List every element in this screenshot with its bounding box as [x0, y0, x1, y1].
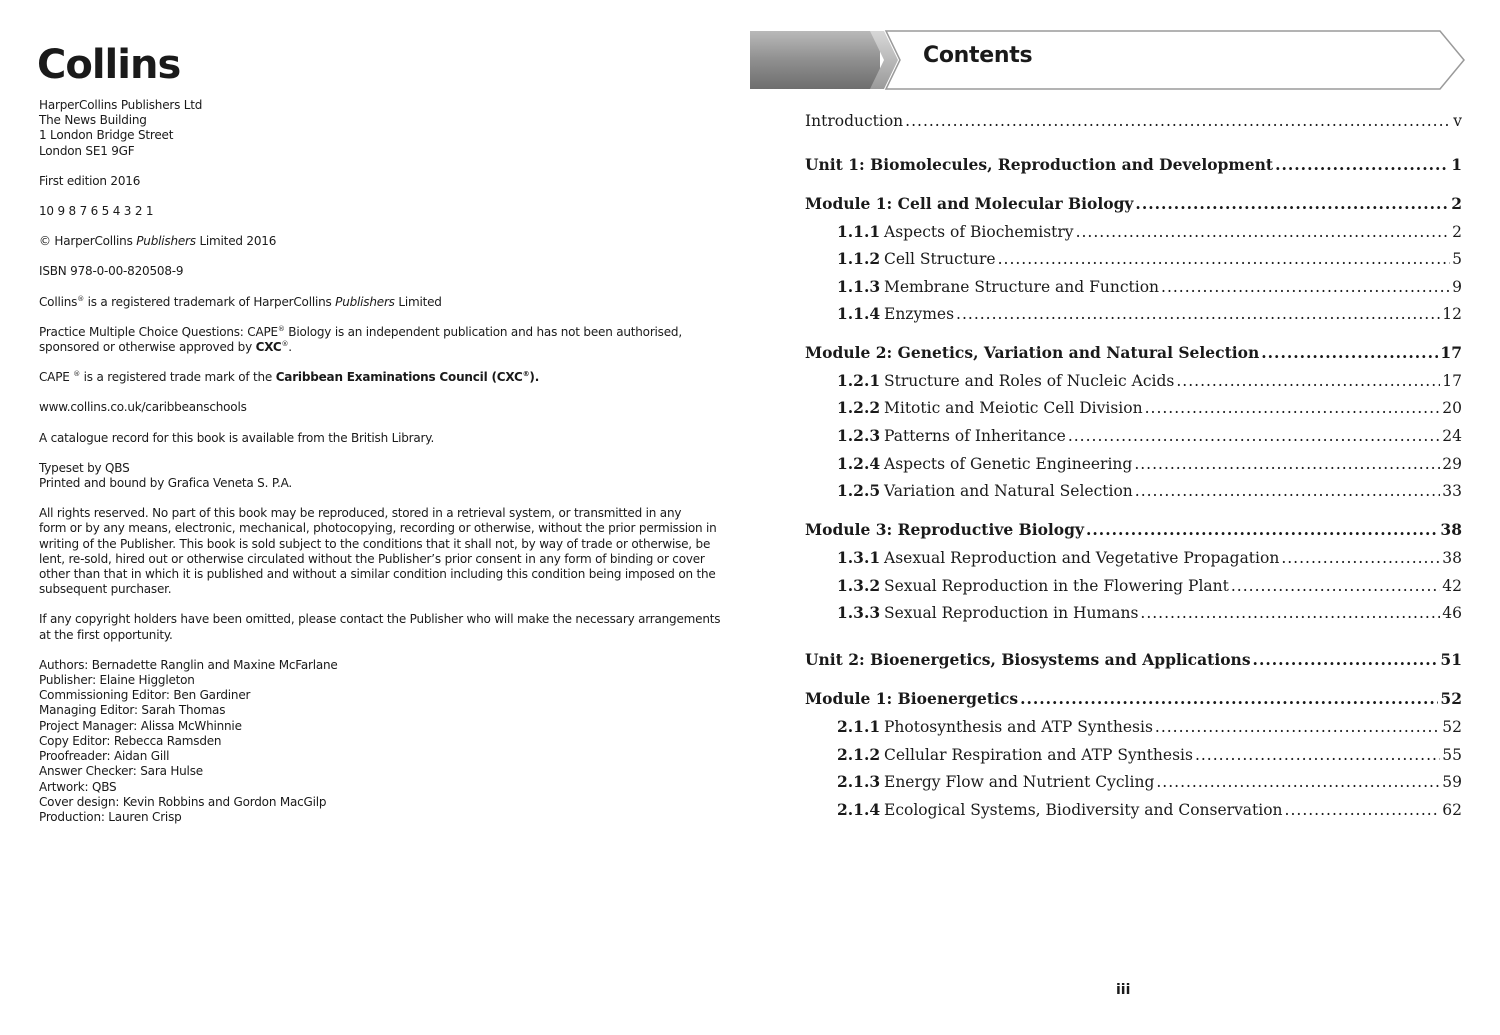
- toc-title: Unit 2: Bioenergetics, Biosystems and Applications: [805, 650, 1251, 669]
- toc-section-number: 1.1.1: [837, 222, 881, 241]
- toc-entry-section[interactable]: [805, 454, 1462, 476]
- credit-line: Proofreader: Aidan Gill: [39, 749, 170, 764]
- toc-section-number: 1.2.3: [837, 426, 881, 445]
- toc-entry-section[interactable]: [805, 481, 1462, 503]
- toc-entry-section[interactable]: [805, 772, 1462, 794]
- copyright-text: © HarperCollins: [39, 234, 137, 249]
- printed-line: Printed and bound by Grafica Veneta S. P.A.: [39, 476, 293, 491]
- toc-section-number: 1.1.4: [837, 304, 881, 323]
- omitted-line: at the first opportunity.: [39, 627, 173, 642]
- toc-entry-section[interactable]: [805, 745, 1462, 767]
- toc-title: Mitotic and Meiotic Cell Division: [884, 399, 1143, 417]
- toc-section-number: 2.1.1: [837, 717, 881, 736]
- toc-page-number: 2: [1451, 194, 1462, 213]
- toc-title: Module 2: Genetics, Variation and Natural Selection: [805, 343, 1260, 362]
- toc-leader-dots: [1145, 399, 1441, 417]
- toc-title: Membrane Structure and Function: [884, 278, 1160, 296]
- rights-line: form or by any means, electronic, mechanical, photocopying, recording or otherwise, without the prior permission in: [39, 521, 717, 536]
- page-number: iii: [1116, 982, 1131, 998]
- toc-leader-dots: [1195, 746, 1440, 764]
- toc-title: Patterns of Inheritance: [884, 427, 1066, 445]
- edition: First edition 2016: [39, 173, 141, 188]
- contents-banner: [750, 30, 1466, 90]
- toc-page-number: 52: [1440, 689, 1462, 708]
- cxc-council: [276, 370, 539, 384]
- toc-page-number: 46: [1442, 604, 1462, 622]
- toc-title: Sexual Reproduction in the Flowering Plant: [884, 577, 1229, 595]
- practice-line-2: [39, 340, 699, 355]
- toc-title: Enzymes: [884, 305, 955, 323]
- print-line: 10 9 8 7 6 5 4 3 2 1: [39, 204, 154, 219]
- toc-leader-dots: [1275, 155, 1449, 174]
- toc-entry-heading[interactable]: [805, 689, 1462, 711]
- address-line: HarperCollins Publishers Ltd: [39, 98, 203, 112]
- toc-title: Introduction: [805, 112, 904, 130]
- toc-page-number: 42: [1442, 577, 1462, 595]
- toc-entry-section[interactable]: [805, 371, 1462, 393]
- rights-notice: [39, 506, 717, 597]
- toc-page-number: 51: [1440, 650, 1462, 669]
- toc-entry[interactable]: [805, 112, 1462, 134]
- trademark-collins: Collins: [39, 294, 78, 309]
- toc-entry-heading[interactable]: [805, 650, 1462, 672]
- toc-section-number: 1.2.4: [837, 454, 881, 473]
- practice-end: .: [288, 340, 292, 355]
- credit-line: Authors: Bernadette Ranglin and Maxine McFarlane: [39, 657, 338, 672]
- toc-page-number: 24: [1442, 427, 1462, 445]
- toc-page-number: 52: [1442, 718, 1462, 736]
- toc-title: Module 3: Reproductive Biology: [805, 520, 1084, 539]
- toc-page-number: 62: [1442, 801, 1462, 819]
- toc-entry-section[interactable]: [805, 603, 1462, 625]
- toc-section-number: 1.2.2: [837, 398, 881, 417]
- toc-page-number: 33: [1442, 482, 1462, 500]
- rights-line: subsequent purchaser.: [39, 582, 172, 597]
- toc-entry-section[interactable]: [805, 426, 1462, 448]
- toc-entry-section[interactable]: [805, 548, 1462, 570]
- toc-title: Aspects of Biochemistry: [884, 223, 1074, 241]
- toc-entry-heading[interactable]: [805, 194, 1462, 216]
- toc-page-number: 17: [1442, 372, 1462, 390]
- toc-section-number: 2.1.2: [837, 745, 881, 764]
- toc-section-number: 1.2.5: [837, 481, 881, 500]
- practice-text: sponsored or otherwise approved by: [39, 340, 256, 355]
- cape-text: CAPE: [39, 370, 74, 385]
- catalogue-notice: A catalogue record for this book is available from the British Library.: [39, 430, 435, 445]
- banner-arrow-graphic: [750, 30, 1466, 90]
- toc-leader-dots: [905, 112, 1451, 130]
- toc-page-number: 17: [1440, 343, 1462, 362]
- address-line: London SE1 9GF: [39, 143, 135, 158]
- toc-page-number: 29: [1442, 455, 1462, 473]
- address-line: The News Building: [39, 113, 147, 128]
- cxc-council-name: Caribbean Examinations Council (CXC: [275, 370, 523, 385]
- toc-section-number: 2.1.3: [837, 772, 881, 791]
- production-notice: [39, 461, 699, 491]
- toc-title: Structure and Roles of Nucleic Acids: [884, 372, 1175, 390]
- cxc-label: CXC: [255, 340, 282, 355]
- collins-logo: Collins: [37, 42, 181, 88]
- credit-line: Publisher: Elaine Higgleton: [39, 673, 195, 688]
- toc-leader-dots: [1134, 455, 1440, 473]
- credit-line: Answer Checker: Sara Hulse: [39, 764, 203, 779]
- toc-page-number: 5: [1452, 250, 1462, 268]
- registered-mark: ®: [277, 324, 285, 333]
- toc-title: Aspects of Genetic Engineering: [884, 455, 1133, 473]
- cxc-council-end: ).: [529, 370, 540, 385]
- toc-section-number: 2.1.4: [837, 800, 881, 819]
- toc-entry-section[interactable]: [805, 222, 1462, 244]
- toc-entry-section[interactable]: [805, 277, 1462, 299]
- registered-mark: ®: [73, 370, 81, 379]
- toc-entry-heading[interactable]: [805, 343, 1462, 365]
- toc-page-number: 2: [1452, 223, 1462, 241]
- practice-text: Practice Multiple Choice Questions: CAPE: [39, 324, 278, 339]
- toc-section-number: 1.3.1: [837, 548, 881, 567]
- toc-entry-section[interactable]: [805, 800, 1462, 822]
- cape-notice: [39, 370, 699, 385]
- rights-line: writing of the Publisher. This book is sold subject to the conditions that it shall not, by way of trade or otherwise, be: [39, 536, 711, 551]
- trademark-text-end: Limited: [394, 294, 442, 309]
- credit-line: Artwork: QBS: [39, 779, 117, 794]
- toc-title: Module 1: Cell and Molecular Biology: [805, 194, 1134, 213]
- toc-leader-dots: [1176, 372, 1440, 390]
- toc-leader-dots: [1156, 773, 1440, 791]
- toc-leader-dots: [1020, 689, 1438, 708]
- toc-leader-dots: [1068, 427, 1440, 445]
- website-link[interactable]: www.collins.co.uk/caribbeanschools: [39, 400, 247, 415]
- toc-leader-dots: [1086, 520, 1438, 539]
- toc-title: Unit 1: Biomolecules, Reproduction and Development: [805, 155, 1274, 174]
- toc-leader-dots: [1155, 718, 1440, 736]
- practice-line-1: [39, 325, 699, 340]
- credit-line: Project Manager: Alissa McWhinnie: [39, 718, 242, 733]
- toc-section-number: 1.3.3: [837, 603, 881, 622]
- toc-title: Module 1: Bioenergetics: [805, 689, 1019, 708]
- toc-leader-dots: [1261, 343, 1438, 362]
- toc-title: Energy Flow and Nutrient Cycling: [884, 773, 1155, 791]
- toc-entry-heading[interactable]: [805, 520, 1462, 542]
- credit-line: Managing Editor: Sarah Thomas: [39, 703, 226, 718]
- toc-entry-section[interactable]: [805, 249, 1462, 271]
- toc-page-number: 38: [1442, 549, 1462, 567]
- toc-leader-dots: [1140, 604, 1440, 622]
- toc-section-number: 1.1.2: [837, 249, 881, 268]
- rights-line: lent, re-sold, hired out or otherwise circulated without the Publisher’s prior consent in any form of binding or cover: [39, 551, 705, 566]
- toc-leader-dots: [1253, 650, 1439, 669]
- omitted-line: If any copyright holders have been omitted, please contact the Publisher who will make the necessary arrangements: [39, 612, 721, 627]
- trademark-notice: [39, 295, 699, 310]
- copyright-text-end: Limited 2016: [195, 234, 277, 249]
- toc-leader-dots: [1161, 278, 1450, 296]
- toc-title: Variation and Natural Selection: [884, 482, 1133, 500]
- credit-line: Commissioning Editor: Ben Gardiner: [39, 688, 251, 703]
- address-line: 1 London Bridge Street: [39, 128, 174, 143]
- trademark-text: is a registered trademark of HarperCollins: [84, 294, 336, 309]
- isbn: ISBN 978-0-00-820508-9: [39, 264, 184, 279]
- toc-section-number: 1.2.1: [837, 371, 881, 390]
- toc-entry-section[interactable]: [805, 576, 1462, 598]
- toc-title: Sexual Reproduction in Humans: [884, 604, 1139, 622]
- credit-line: Cover design: Kevin Robbins and Gordon MacGilp: [39, 794, 327, 809]
- cape-text: is a registered trade mark of the: [80, 370, 276, 385]
- credit-line: Production: Lauren Crisp: [39, 809, 182, 824]
- registered-mark: ®: [522, 370, 530, 379]
- rights-line: All rights reserved. No part of this book may be reproduced, stored in a retrieval system, or transmitted in any: [39, 506, 682, 521]
- toc-page-number: 59: [1442, 773, 1462, 791]
- toc-leader-dots: [1281, 549, 1440, 567]
- toc-leader-dots: [1135, 194, 1449, 213]
- toc-page-number: 38: [1440, 520, 1462, 539]
- toc-entry-section[interactable]: [805, 398, 1462, 420]
- credits-list: [39, 658, 699, 825]
- toc-leader-dots: [1285, 801, 1441, 819]
- toc-leader-dots: [1076, 223, 1451, 241]
- toc-section-number: 1.1.3: [837, 277, 881, 296]
- toc-entry-section[interactable]: [805, 717, 1462, 739]
- trademark-publishers: Publishers: [335, 294, 395, 309]
- toc-section-number: 1.3.2: [837, 576, 881, 595]
- toc-title: Photosynthesis and ATP Synthesis: [884, 718, 1153, 736]
- omitted-notice: [39, 612, 721, 642]
- toc-title: Asexual Reproduction and Vegetative Propagation: [884, 549, 1280, 567]
- imprint-page: [37, 40, 721, 840]
- toc-page-number: v: [1453, 112, 1462, 130]
- toc-leader-dots: [956, 305, 1440, 323]
- rights-line: other than that in which it is published and without a similar condition including this condition being imposed on the: [39, 567, 716, 582]
- copyright-publishers: Publishers: [136, 234, 196, 249]
- toc-title: Cellular Respiration and ATP Synthesis: [884, 746, 1193, 764]
- toc-page-number: 12: [1442, 305, 1462, 323]
- credit-line: Copy Editor: Rebecca Ramsden: [39, 733, 222, 748]
- registered-mark: ®: [77, 294, 84, 303]
- registered-mark: ®: [281, 340, 289, 349]
- toc-title: Ecological Systems, Biodiversity and Conservation: [884, 801, 1283, 819]
- toc-entry-section[interactable]: [805, 304, 1462, 326]
- toc-page-number: 55: [1442, 746, 1462, 764]
- toc-page-number: 20: [1442, 399, 1462, 417]
- toc-leader-dots: [1135, 482, 1440, 500]
- copyright-notice: [39, 234, 699, 249]
- contents-heading: Contents: [923, 43, 1033, 68]
- toc-entry-heading[interactable]: [805, 155, 1462, 177]
- practice-text: Biology is an independent publication and has not been authorised,: [284, 324, 682, 339]
- typeset-line: Typeset by QBS: [39, 460, 130, 475]
- toc-page-number: 1: [1451, 155, 1462, 174]
- toc-title: Cell Structure: [884, 250, 996, 268]
- toc-leader-dots: [1231, 577, 1440, 595]
- toc-leader-dots: [998, 250, 1451, 268]
- publisher-address: [39, 98, 699, 159]
- toc-page-number: 9: [1452, 278, 1462, 296]
- practice-notice: [39, 325, 699, 355]
